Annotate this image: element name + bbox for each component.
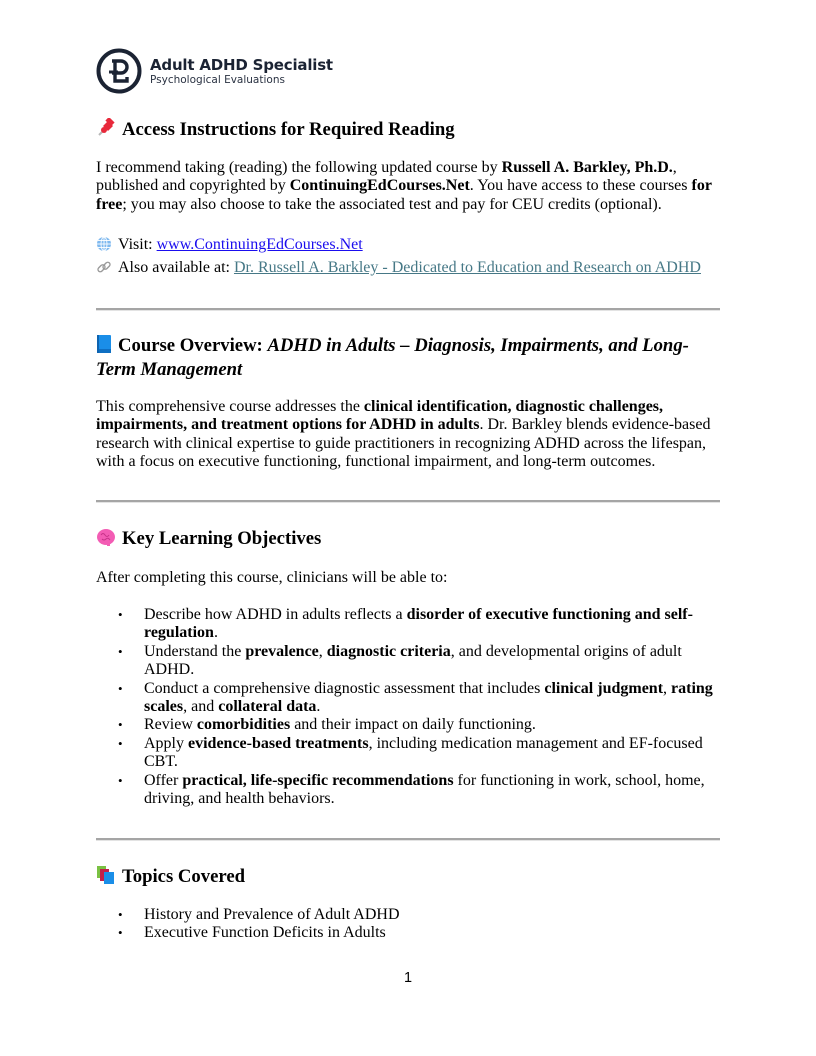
section-divider <box>96 838 720 841</box>
text-run: I recommend taking (reading) the following updated course by <box>96 159 502 176</box>
link-icon <box>96 259 112 275</box>
overview-heading-prefix: Course Overview: <box>118 335 268 356</box>
text-run: This comprehensive course addresses the <box>96 398 364 415</box>
globe-icon <box>96 236 112 252</box>
free-emphasis: for free <box>96 177 712 213</box>
continuinged-link[interactable]: www.ContinuingEdCourses.Net <box>156 236 363 253</box>
brand-title: Adult ADHD Specialist <box>150 55 333 74</box>
access-heading <box>96 118 720 142</box>
bullet: • <box>118 735 123 751</box>
list-item: • Review comorbidities and their impact on daily functioning. <box>118 716 536 734</box>
bullet: • <box>118 717 123 733</box>
stacked-books-icon <box>96 865 116 885</box>
section-divider <box>96 500 720 503</box>
brand-subtitle: Psychological Evaluations <box>150 73 285 86</box>
objectives-heading <box>96 527 720 551</box>
list-item <box>96 906 720 924</box>
page-number: 1 <box>403 970 413 986</box>
topics-list <box>96 906 720 943</box>
visit-line <box>96 236 720 254</box>
bullet: • <box>118 643 123 659</box>
list-item: • Describe how ADHD in adults reflects a disorder of executive functioning and self-regulation. <box>118 606 693 642</box>
overview-course-title: ADHD in Adults – Diagnosis, Impairments, and Long-Term Management <box>96 335 689 380</box>
objectives-intro: After completing this course, clinicians will be able to: <box>96 569 448 586</box>
brand-logo <box>96 46 333 96</box>
brain-icon <box>96 527 116 547</box>
overview-emphasis: clinical identification, diagnostic challenges, impairments, and treatment options for ADHD in adults <box>96 398 664 434</box>
objectives-list <box>96 606 720 808</box>
visit-label: Visit: <box>118 236 157 253</box>
bullet: • <box>118 925 123 941</box>
bullet: • <box>118 680 123 696</box>
blue-book-icon <box>96 334 112 354</box>
access-paragraph <box>96 159 720 214</box>
section-divider <box>96 308 720 311</box>
author-name: Russell A. Barkley, Ph.D. <box>501 159 673 176</box>
also-available-label: Also available at: <box>118 259 234 276</box>
text-run: . Dr. Barkley blends evidence-based research with clinical expertise to guide practitioners in recognizing ADHD across the lifespan, with a focus on executive functioning, functional impairment, and long-term outcomes. <box>96 416 711 471</box>
overview-paragraph <box>96 398 720 472</box>
text-run: ; you may also choose to take the associated test and pay for CEU credits (optional). <box>122 195 662 213</box>
list-item: • Understand the prevalence, diagnostic criteria, and developmental origins of adult ADHD. <box>118 642 682 679</box>
topic-text: History and Prevalence of Adult ADHD <box>144 906 400 923</box>
topic-text: Executive Function Deficits in Adults <box>144 924 386 942</box>
bullet: • <box>118 607 123 622</box>
list-item <box>96 924 720 942</box>
text-run: . You have access to these courses <box>469 177 692 195</box>
brand-text <box>150 57 333 86</box>
topics-heading <box>96 865 720 889</box>
pl-monogram-logo-icon <box>96 48 142 94</box>
objectives-heading-text: Key Learning Objectives <box>122 528 322 549</box>
list-item: • Apply evidence-based treatments, including medication management and EF-focused CBT. <box>118 734 703 771</box>
barkley-website-link[interactable]: Dr. Russell A. Barkley - Dedicated to Education and Research on ADHD <box>233 259 701 276</box>
access-heading-text: Access Instructions for Required Reading <box>122 119 455 140</box>
list-item: • Offer practical, life-specific recommendations for functioning in work, school, home, driving, and health behaviors. <box>118 771 705 808</box>
topics-heading-text: Topics Covered <box>122 866 246 887</box>
publisher-name: ContinuingEdCourses.Net <box>289 177 470 195</box>
bullet: • <box>118 772 123 788</box>
overview-heading <box>96 334 720 382</box>
list-item: • Conduct a comprehensive diagnostic assessment that includes clinical judgment, rating scales, and collateral data. <box>118 679 713 716</box>
also-available-line <box>96 259 720 277</box>
text-run: , published and copyrighted by <box>96 159 677 195</box>
bullet: • <box>118 907 123 922</box>
pushpin-icon <box>96 118 116 138</box>
